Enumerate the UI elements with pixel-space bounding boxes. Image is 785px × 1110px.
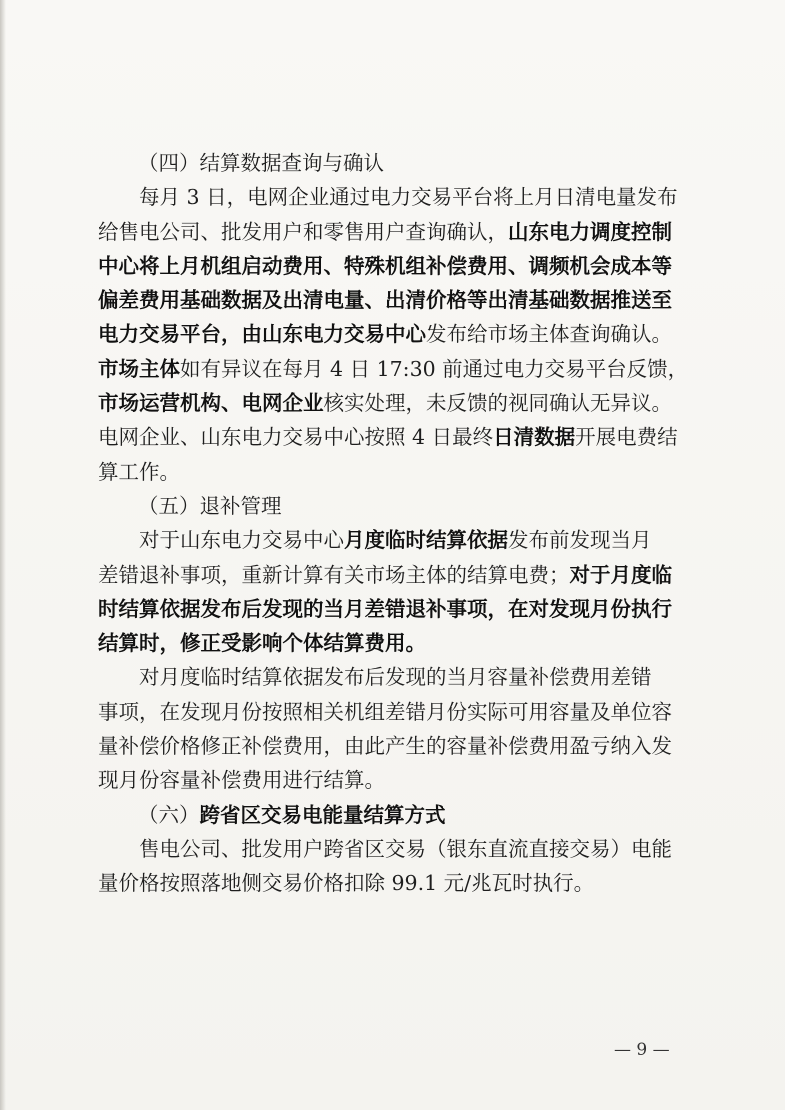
paragraph-line: 售电公司、批发用户跨省区交易（银东直流直接交易）电能: [139, 836, 672, 861]
text-span: 发布给市场主体查询确认。: [426, 322, 672, 347]
bold-text: 市场主体: [98, 356, 180, 381]
paragraph-line: [98, 626, 688, 660]
bold-text: 月度临时结算依据: [344, 528, 508, 553]
paragraph-line: [98, 249, 688, 283]
text-span: 核实处理，未反馈的视同确认无异议。: [323, 391, 672, 416]
page-number: — 9 —: [614, 1040, 670, 1060]
paragraph-line: [98, 420, 688, 454]
paragraph-line: 量价格按照落地侧交易价格扣除 99.1 元/兆瓦时执行。: [98, 871, 595, 896]
bold-text: 日清数据: [493, 425, 576, 450]
paragraph-line: [98, 523, 688, 557]
text-span: 给售电公司、批发用户和零售用户查询确认，: [98, 219, 508, 244]
text-span: 开展电费结: [575, 425, 678, 450]
section-4-heading: （四）结算数据查询与确认: [138, 151, 384, 175]
paragraph-line: [98, 317, 688, 351]
paragraph-line: 事项，在发现月份按照相关机组差错月份实际可用容量及单位容: [98, 699, 672, 724]
paragraph-line: [98, 283, 688, 317]
paragraph-line: [98, 558, 688, 592]
paragraph-line: [98, 386, 688, 420]
document-body: [98, 146, 688, 901]
paragraph-line: 每月 3 日，电网企业通过电力交易平台将上月日清电量发布: [139, 185, 678, 210]
section-6-heading: [98, 798, 688, 832]
section-5-heading: （五）退补管理: [138, 493, 282, 518]
bold-text: 市场运营机构、电网企业: [98, 391, 324, 416]
bold-text: 山东电力调度控制: [508, 219, 672, 244]
text-span: 对于山东电力交易中心: [139, 528, 344, 553]
bold-text: 对于月度临: [569, 562, 672, 587]
bold-text: 中心将上月机组启动费用、特殊机组补偿费用、调频机会成本等: [98, 253, 672, 278]
paragraph-line: 算工作。: [98, 459, 180, 484]
bold-text: 结算时，修正受影响个体结算费用。: [98, 631, 426, 656]
paragraph-line: 现月份容量补偿费用进行结算。: [98, 768, 385, 793]
paragraph-line: 对月度临时结算依据发布后发现的当月容量补偿费用差错: [139, 665, 652, 690]
paragraph-line: [98, 215, 688, 249]
page-edge-shadow: [0, 0, 6, 1110]
text-span: 电网企业、山东电力交易中心按照 4 日最终: [98, 425, 494, 450]
paragraph-line: [98, 592, 688, 626]
bold-text: 偏差费用基础数据及出清电量、出清价格等出清基础数据推送至: [98, 288, 672, 313]
bold-text: 跨省区交易电能量结算方式: [199, 802, 446, 827]
text-span: 差错退补事项，重新计算有关市场主体的结算电费；: [98, 562, 570, 587]
bold-text: 时结算依据发布后发现的当月差错退补事项，在对发现月份执行: [98, 596, 672, 621]
paragraph-line: 量补偿价格修正补偿费用，由此产生的容量补偿费用盈亏纳入发: [98, 734, 672, 759]
text-span: （六）: [138, 802, 200, 827]
bold-text: 电力交易平台，由山东电力交易中心: [98, 322, 426, 347]
text-span: 发布前发现当月: [508, 528, 652, 553]
paragraph-line: [98, 352, 688, 386]
text-span: 如有异议在每月 4 日 17:30 前通过电力交易平台反馈，: [180, 356, 688, 381]
